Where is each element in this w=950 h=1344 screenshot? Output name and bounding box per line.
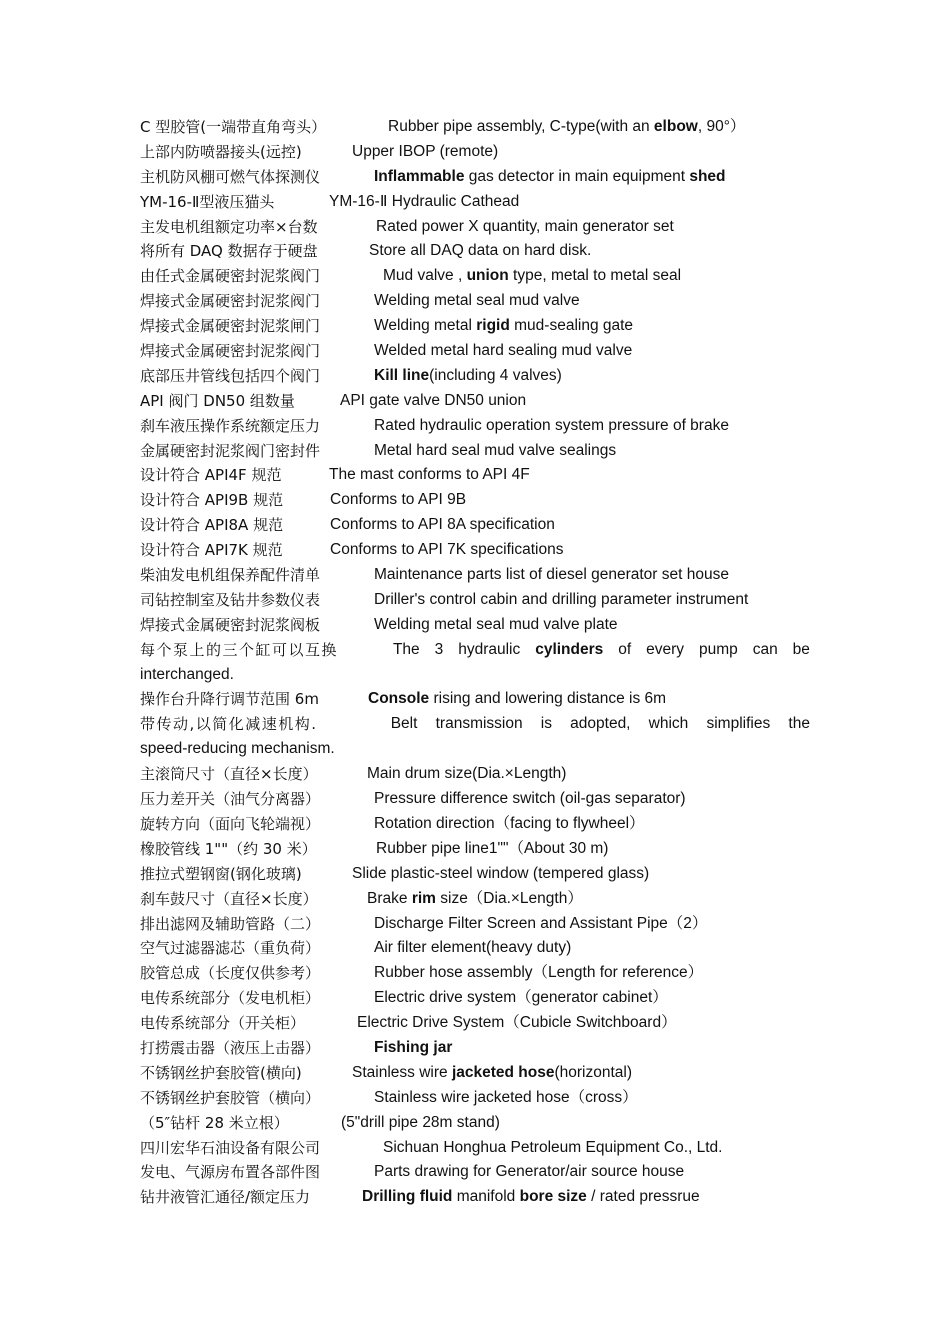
english-term: Store all DAQ data on hard disk. [369,242,592,260]
term-row [140,439,810,464]
chinese-term: 不锈钢丝护套胶管（横向） [140,1088,321,1107]
term-row [140,912,810,937]
term-row [140,1061,810,1086]
chinese-term: 钻井液管汇通径/额定压力 [140,1188,311,1207]
english-term: Fishing jar [374,1038,453,1056]
english-term: Air filter element(heavy duty) [374,939,572,957]
english-term: Mud valve , union type, metal to metal seal [383,267,682,285]
english-term: Stainless wire jacketed hose（cross） [374,1088,638,1106]
term-row [140,239,810,264]
chinese-term: 主发电机组额定功率×台数 [140,217,318,236]
english-term: YM-16-Ⅱ Hydraulic Cathead [329,192,520,210]
chinese-term: 排出滤网及辅助管路（二） [140,914,321,933]
chinese-term: 刹车鼓尺寸（直径×长度） [140,889,318,908]
english-term: Discharge Filter Screen and Assistant Pipe（2） [374,914,708,932]
chinese-term: 由任式金属硬密封泥浆阀门 [140,267,321,286]
chinese-term: 设计符合 API9B 规范 [140,491,284,510]
term-row [140,787,810,812]
english-term: Driller's control cabin and drilling parameter instrument [374,590,749,608]
term-row [140,1036,810,1061]
term-row [140,837,810,862]
term-row [140,264,810,289]
chinese-term: 空气过滤器滤芯（重负荷） [140,939,321,958]
term-row [140,513,810,538]
english-term: (5"drill pipe 28m stand) [341,1113,500,1131]
term-row [140,1160,810,1185]
chinese-term: 主机防风棚可燃气体探测仪 [140,167,321,186]
chinese-term: 压力差开关（油气分离器） [140,790,321,809]
chinese-term: 将所有 DAQ 数据存于硬盘 [140,242,318,261]
term-row [140,389,810,414]
english-term: Conforms to API 9B [330,491,467,509]
chinese-term: 不锈钢丝护套胶管(横向) [140,1063,302,1082]
english-term: Electric Drive System（Cubicle Switchboard） [357,1014,677,1032]
term-row [140,762,810,787]
chinese-term: 焊接式金属硬密封泥浆阀门 [140,292,321,311]
english-term: Upper IBOP (remote) [352,142,499,160]
chinese-term: API 阀门 DN50 组数量 [140,391,295,410]
term-row [140,887,810,912]
english-term: Electric drive system（generator cabinet） [374,989,668,1007]
english-term: Drilling fluid manifold bore size / rated pressrue [362,1188,700,1206]
term-row [140,1086,810,1111]
term-row [140,613,810,638]
chinese-term: 四川宏华石油设备有限公司 [140,1138,321,1157]
chinese-term: 焊接式金属硬密封泥浆阀门 [140,342,321,361]
english-term: Welding metal seal mud valve plate [374,615,618,633]
chinese-term: 焊接式金属硬密封泥浆阀板 [140,615,321,634]
chinese-term: 带传动,以简化减速机构. [140,715,318,734]
chinese-term: 胶管总成（长度仅供参考） [140,964,321,983]
english-term: Rotation direction（facing to flywheel） [374,814,645,832]
term-row [140,1185,810,1210]
english-term: Welding metal rigid mud-sealing gate [374,317,634,335]
term-row [140,563,810,588]
term-row [140,936,810,961]
chinese-term: YM-16-Ⅱ型液压猫头 [140,192,275,211]
document-page [140,115,810,1210]
chinese-term: 金属硬密封泥浆阀门密封件 [140,441,321,460]
term-row [140,165,810,190]
term-row [140,687,810,712]
term-row [140,961,810,986]
english-term: Rated power X quantity, main generator set [376,217,674,235]
term-row [140,339,810,364]
chinese-term: 旋转方向（面向飞轮端视） [140,814,321,833]
english-term: Maintenance parts list of diesel generator set house [374,566,729,584]
term-row [140,862,810,887]
chinese-term: （5″钻杆 28 米立根） [140,1113,289,1132]
chinese-term: 焊接式金属硬密封泥浆闸门 [140,317,321,336]
chinese-term: 电传系统部分（开关柜） [140,1014,306,1033]
term-row [140,314,810,339]
chinese-term: 橡胶管线 1""（约 30 米） [140,839,317,858]
chinese-term: 设计符合 API7K 规范 [140,541,283,560]
chinese-term: 设计符合 API4F 规范 [140,466,282,485]
english-term: API gate valve DN50 union [340,391,527,409]
chinese-term: 电传系统部分（发电机柜） [140,989,321,1008]
english-term: Conforms to API 7K specifications [330,541,564,559]
chinese-term: 设计符合 API8A 规范 [140,516,284,535]
term-row [140,1136,810,1161]
chinese-term: 主滚筒尺寸（直径×长度） [140,765,318,784]
english-term-continuation: interchanged. [140,665,234,683]
chinese-term: 打捞震击器（液压上击器） [140,1038,321,1057]
english-term: Rubber pipe line1""（About 30 m) [376,839,609,857]
term-row [140,364,810,389]
english-term: Inflammable gas detector in main equipment shed [374,167,726,185]
term-row [140,115,810,140]
term-row-justified: 带传动,以简化减速机构. Belt transmission is adopted, which simplifies the [140,712,810,737]
chinese-term: 发电、气源房布置各部件图 [140,1163,321,1182]
english-term: Stainless wire jacketed hose(horizontal) [352,1063,632,1081]
chinese-term: 底部压井管线包括四个阀门 [140,366,321,385]
chinese-term: 上部内防喷器接头(远控) [140,142,302,161]
term-row [140,1111,810,1136]
chinese-term: 推拉式塑钢窗(钢化玻璃) [140,864,302,883]
english-term: Rubber pipe assembly, C-type(with an elbow, 90°） [388,118,746,135]
term-row [140,190,810,215]
chinese-term: 司钻控制室及钻井参数仪表 [140,590,321,609]
english-term: Rated hydraulic operation system pressure of brake [374,416,729,434]
term-row [140,538,810,563]
english-term: Metal hard seal mud valve sealings [374,441,617,459]
term-row [140,140,810,165]
term-row [140,289,810,314]
term-row [140,588,810,613]
english-term: Welded metal hard sealing mud valve [374,342,633,360]
term-row [140,812,810,837]
chinese-term: C 型胶管(一端带直角弯头） [140,118,327,136]
english-term: Slide plastic-steel window (tempered glass) [352,864,650,882]
term-row [140,1011,810,1036]
chinese-term: 操作台升降行调节范围 6m [140,690,319,709]
term-row [140,986,810,1011]
term-row [140,414,810,439]
english-term: Welding metal seal mud valve [374,292,580,310]
english-term: Brake rim size（Dia.×Length） [367,889,583,907]
chinese-term: 每个泵上的三个缸可以互换 [140,640,339,659]
term-row [140,463,810,488]
english-term: The mast conforms to API 4F [329,466,530,484]
chinese-term: 柴油发电机组保养配件清单 [140,566,321,585]
english-term: Conforms to API 8A specification [330,516,555,534]
chinese-term: 刹车液压操作系统额定压力 [140,416,321,435]
english-term: Pressure difference switch (oil-gas separator) [374,790,686,808]
english-term: Parts drawing for Generator/air source house [374,1163,685,1181]
english-term: Rubber hose assembly（Length for reference） [374,964,704,982]
term-row [140,215,810,240]
term-row [140,488,810,513]
english-term: Main drum size(Dia.×Length) [367,765,567,783]
english-term: Kill line(including 4 valves) [374,366,562,384]
english-term-continuation: speed-reducing mechanism. [140,740,335,758]
term-row-justified: 每个泵上的三个缸可以互换 The 3 hydraulic cylinders of every pump can be [140,638,810,663]
english-term: Sichuan Honghua Petroleum Equipment Co., Ltd. [383,1138,723,1156]
english-term: Console rising and lowering distance is 6m [368,690,667,708]
